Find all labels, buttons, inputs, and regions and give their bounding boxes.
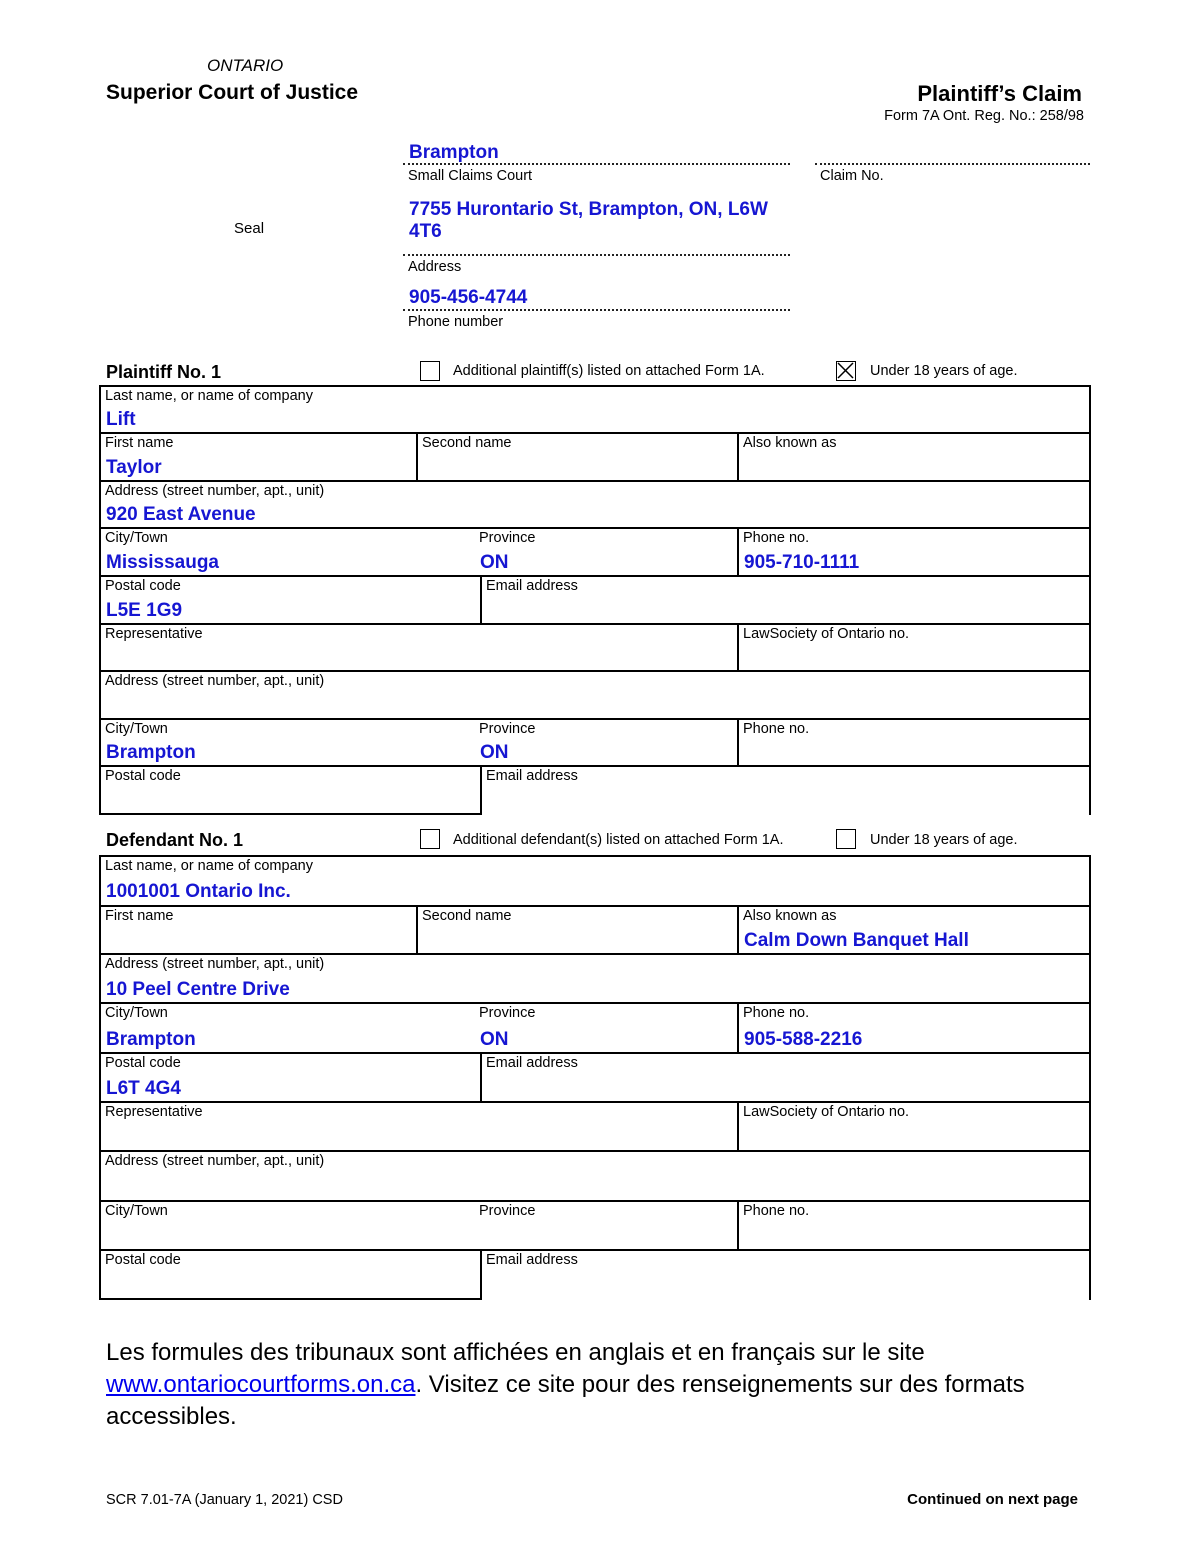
plaintiff-second-name-field[interactable] — [418, 434, 737, 480]
seal-label: Seal — [234, 220, 265, 237]
field-label: Phone no. — [743, 721, 810, 737]
defendant-rep-city-field[interactable] — [101, 1202, 475, 1249]
field-value: Taylor — [106, 457, 162, 478]
plaintiff-section-title: Plaintiff No. 1 — [106, 362, 222, 382]
defendant-representative-field[interactable] — [101, 1103, 737, 1150]
field-value: 1001001 Ontario Inc. — [106, 881, 291, 902]
court-location-line — [403, 163, 790, 165]
plaintiff-city-field[interactable] — [101, 529, 475, 575]
field-label: Also known as — [743, 908, 837, 924]
plaintiff-province-field[interactable] — [475, 529, 737, 575]
province-label: ONTARIO — [207, 56, 284, 75]
field-label: LawSociety of Ontario no. — [743, 1104, 910, 1120]
language-notice — [106, 1337, 1086, 1433]
defendant-section-title: Defendant No. 1 — [106, 830, 244, 850]
field-label: Representative — [105, 1104, 203, 1120]
field-label: Email address — [486, 1055, 578, 1071]
field-label: Email address — [486, 768, 578, 784]
court-location-label: Small Claims Court — [408, 168, 533, 184]
field-value: 920 East Avenue — [106, 504, 256, 525]
defendant-under18-label: Under 18 years of age. — [870, 832, 1018, 848]
court-address-line — [403, 254, 790, 256]
field-label: City/Town — [105, 1203, 168, 1219]
field-label: Province — [479, 721, 536, 737]
court-address-value[interactable]: 7755 Hurontario St, Brampton, ON, L6W 4T6 — [409, 199, 768, 242]
form-code: SCR 7.01-7A (January 1, 2021) CSD — [106, 1492, 343, 1508]
plaintiff-rep-email-field[interactable] — [482, 767, 1089, 813]
plaintiff-postal-field[interactable] — [101, 577, 480, 623]
court-address-label: Address — [408, 259, 462, 275]
field-label: Postal code — [105, 1055, 181, 1071]
plaintiff-address-field[interactable] — [101, 482, 1089, 527]
plaintiff-additional-label: Additional plaintiff(s) listed on attached Form 1A. — [453, 363, 765, 379]
defendant-aka-field[interactable] — [739, 907, 1089, 953]
field-label: Address (street number, apt., unit) — [105, 956, 325, 972]
plaintiff-aka-field[interactable] — [739, 434, 1089, 480]
field-value: Brampton — [106, 1029, 196, 1050]
plaintiff-email-field[interactable] — [482, 577, 1089, 623]
field-value: Lift — [106, 409, 136, 430]
field-label: Address (street number, apt., unit) — [105, 1153, 325, 1169]
form-reference: Form 7A Ont. Reg. No.: 258/98 — [884, 108, 1084, 124]
checkbox-x-icon — [837, 362, 854, 379]
form-title: Plaintiff’s Claim — [917, 81, 1082, 106]
field-label: First name — [105, 908, 174, 924]
claim-no-line — [815, 163, 1090, 165]
field-label: Postal code — [105, 1252, 181, 1268]
field-label: Address (street number, apt., unit) — [105, 673, 325, 689]
notice-text-before: Les formules des tribunaux sont affichées en anglais et en français sur le site — [106, 1339, 925, 1366]
field-label: Province — [479, 1203, 536, 1219]
field-label: City/Town — [105, 530, 168, 546]
defendant-phone-field[interactable] — [739, 1004, 1089, 1052]
plaintiff-first-name-field[interactable] — [101, 434, 416, 480]
field-label: Phone no. — [743, 1203, 810, 1219]
plaintiff-additional-checkbox[interactable] — [420, 361, 440, 381]
field-label: City/Town — [105, 1005, 168, 1021]
field-value: 10 Peel Centre Drive — [106, 979, 290, 1000]
court-phone-label: Phone number — [408, 314, 504, 330]
plaintiff-phone-field[interactable] — [739, 529, 1089, 575]
field-label: Phone no. — [743, 530, 810, 546]
field-value: ON — [480, 1029, 509, 1050]
court-phone-line — [403, 309, 790, 311]
field-label: Province — [479, 1005, 536, 1021]
field-value: Mississauga — [106, 552, 219, 573]
defendant-rep-province-field[interactable] — [475, 1202, 737, 1249]
court-name: Superior Court of Justice — [106, 81, 359, 104]
field-value: L6T 4G4 — [106, 1078, 181, 1099]
field-label: LawSociety of Ontario no. — [743, 626, 910, 642]
plaintiff-under18-checkbox[interactable] — [836, 361, 856, 381]
plaintiff-rep-city-field[interactable] — [101, 720, 475, 765]
notice-text-after: . Visitez ce site pour des renseignements sur des formats accessibles. — [106, 1371, 1025, 1430]
plaintiff-representative-field[interactable] — [101, 625, 737, 670]
field-value: L5E 1G9 — [106, 600, 183, 621]
field-value: ON — [480, 552, 509, 573]
court-phone-value[interactable]: 905-456-4744 — [409, 287, 528, 308]
field-label: First name — [105, 435, 174, 451]
plaintiff-rep-address-field[interactable] — [101, 672, 1089, 718]
court-location-value[interactable]: Brampton — [409, 142, 499, 163]
plaintiff-last-name-field[interactable] — [101, 387, 1089, 432]
field-label: Last name, or name of company — [105, 858, 313, 874]
plaintiff-lso-field[interactable] — [739, 625, 1089, 670]
defendant-rep-email-field[interactable] — [482, 1251, 1089, 1298]
defendant-first-name-field[interactable] — [101, 907, 416, 953]
defendant-second-name-field[interactable] — [418, 907, 737, 953]
plaintiff-rep-postal-field[interactable] — [101, 767, 480, 813]
defendant-additional-checkbox[interactable] — [420, 829, 440, 849]
defendant-additional-label: Additional defendant(s) listed on attached Form 1A. — [453, 832, 784, 848]
defendant-last-name-field[interactable] — [101, 857, 1089, 905]
field-label: Postal code — [105, 768, 181, 784]
field-label: Email address — [486, 578, 578, 594]
plaintiff-rep-phone-field[interactable] — [739, 720, 1089, 765]
field-value: 905-588-2216 — [744, 1029, 863, 1050]
field-value: ON — [480, 742, 509, 763]
field-label: City/Town — [105, 721, 168, 737]
field-label: Phone no. — [743, 1005, 810, 1021]
defendant-rep-postal-field[interactable] — [101, 1251, 480, 1298]
defendant-city-field[interactable] — [101, 1004, 475, 1052]
field-label: Second name — [422, 908, 512, 924]
field-label: Address (street number, apt., unit) — [105, 483, 325, 499]
defendant-under18-checkbox[interactable] — [836, 829, 856, 849]
field-label: Last name, or name of company — [105, 388, 313, 404]
field-label: Second name — [422, 435, 512, 451]
defendant-rep-address-field[interactable] — [101, 1152, 1089, 1200]
defendant-postal-field[interactable] — [101, 1054, 480, 1101]
field-value: Brampton — [106, 742, 196, 763]
court-forms-link[interactable]: www.ontariocourtforms.on.ca — [106, 1371, 416, 1398]
continued-note: Continued on next page — [907, 1491, 1078, 1508]
field-value: 905-710-1111 — [744, 552, 860, 573]
field-label: Email address — [486, 1252, 578, 1268]
field-value: Calm Down Banquet Hall — [744, 930, 969, 951]
field-label: Also known as — [743, 435, 837, 451]
plaintiff-under18-label: Under 18 years of age. — [870, 363, 1018, 379]
field-label: Province — [479, 530, 536, 546]
claim-no-label: Claim No. — [820, 168, 884, 184]
plaintiff-rep-province-field[interactable] — [475, 720, 737, 765]
defendant-lso-field[interactable] — [739, 1103, 1089, 1150]
field-label: Postal code — [105, 578, 181, 594]
defendant-address-field[interactable] — [101, 955, 1089, 1002]
field-label: Representative — [105, 626, 203, 642]
defendant-email-field[interactable] — [482, 1054, 1089, 1101]
defendant-province-field[interactable] — [475, 1004, 737, 1052]
defendant-rep-phone-field[interactable] — [739, 1202, 1089, 1249]
